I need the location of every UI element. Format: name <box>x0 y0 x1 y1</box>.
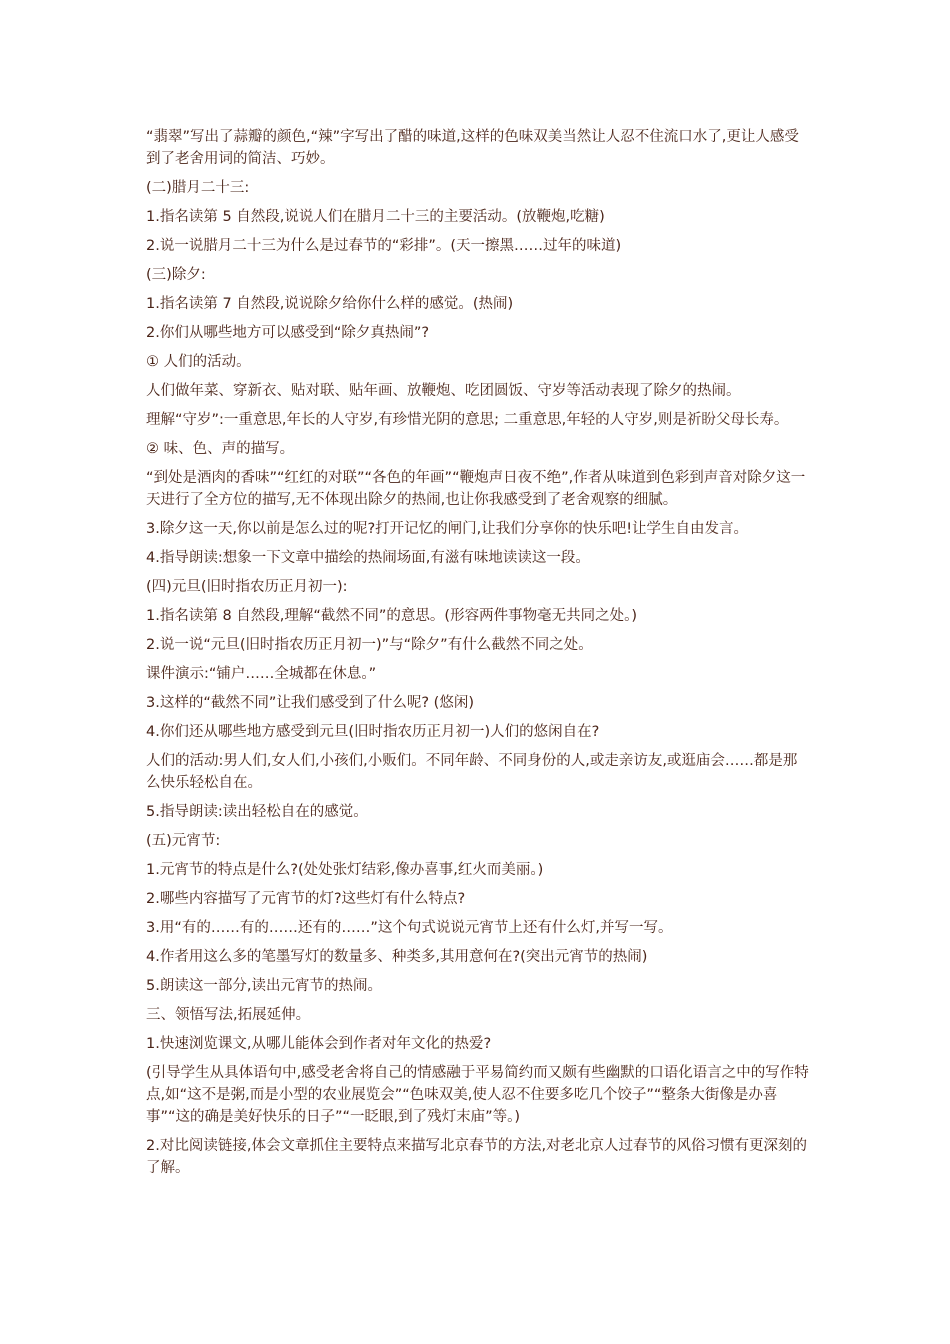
paragraph: 人们的活动:男人们,女人们,小孩们,小贩们。不同年龄、不同身份的人,或走亲访友,或逛庙会……都是那么快乐轻松自在。 <box>146 753 798 791</box>
paragraph: 1.指名读第 7 自然段,说说除夕给你什么样的感觉。(热闹) <box>146 296 514 312</box>
section-heading: (五)元宵节: <box>146 833 221 849</box>
paragraph: 2.说一说腊月二十三为什么是过春节的“彩排”。(天一擦黑……过年的味道) <box>146 238 622 254</box>
paragraph: 2.说一说“元旦(旧时指农历正月初一)”与“除夕”有什么截然不同之处。 <box>146 637 593 653</box>
paragraph: 4.指导朗读:想象一下文章中描绘的热闹场面,有滋有味地读读这一段。 <box>146 550 590 566</box>
paragraph: ① 人们的活动。 <box>146 354 251 370</box>
paragraph: 3.用“有的……有的……还有的……”这个句式说说元宵节上还有什么灯,并写一写。 <box>146 920 673 936</box>
paragraph: 5.指导朗读:读出轻松自在的感觉。 <box>146 804 368 820</box>
section-heading: (三)除夕: <box>146 267 206 283</box>
section-heading: 三、领悟写法,拓展延伸。 <box>146 1007 311 1023</box>
paragraph: 1.元宵节的特点是什么?(处处张灯结彩,像办喜事,红火而美丽。) <box>146 862 544 878</box>
paragraph: 2.你们从哪些地方可以感受到“除夕真热闹”? <box>146 325 430 341</box>
paragraph: “到处是酒肉的香味”“红红的对联”“各色的年画”“鞭炮声日夜不绝”,作者从味道到色彩到声音对除夕这一天进行了全方位的描写,无不体现出除夕的热闹,也让你我感受到了老舍观察的细腻。 <box>146 470 806 508</box>
section-heading: (二)腊月二十三: <box>146 180 250 196</box>
paragraph: 理解“守岁”:一重意思,年长的人守岁,有珍惜光阴的意思; 二重意思,年轻的人守岁,则是祈盼父母长寿。 <box>146 412 789 428</box>
paragraph: 2.对比阅读链接,体会文章抓住主要特点来描写北京春节的方法,对老北京人过春节的风俗习惯有更深刻的了解。 <box>146 1138 808 1176</box>
paragraph: 3.除夕这一天,你以前是怎么过的呢?打开记忆的闸门,让我们分享你的快乐吧!让学生自由发言。 <box>146 521 749 537</box>
paragraph: 1.指名读第 8 自然段,理解“截然不同”的意思。(形容两件事物毫无共同之处。) <box>146 608 637 624</box>
paragraph: 课件演示:“铺户……全城都在休息。” <box>146 666 377 682</box>
paragraph: (引导学生从具体语句中,感受老舍将自己的情感融于平易简约而又颇有些幽默的口语化语言之中的写作特点,如“这不是粥,而是小型的农业展览会”“色味双美,使人忍不住要多吃几个饺子”“整条大街像是办喜事”“这的确是美好快乐的日子”“一眨眼,到了残灯末庙”等。) <box>146 1065 809 1125</box>
paragraph: 3.这样的“截然不同”让我们感受到了什么呢? (悠闲) <box>146 695 474 711</box>
paragraph: 5.朗读这一部分,读出元宵节的热闹。 <box>146 978 382 994</box>
paragraph: 1.快速浏览课文,从哪儿能体会到作者对年文化的热爱? <box>146 1036 492 1052</box>
paragraph: “翡翠”写出了蒜瓣的颜色,“辣”字写出了醋的味道,这样的色味双美当然让人忍不住流口水了,更让人感受到了老舍用词的简洁、巧妙。 <box>146 129 799 167</box>
document-body <box>146 126 810 1186</box>
paragraph: 2.哪些内容描写了元宵节的灯?这些灯有什么特点? <box>146 891 466 907</box>
section-heading: (四)元旦(旧时指农历正月初一): <box>146 579 348 595</box>
paragraph: 1.指名读第 5 自然段,说说人们在腊月二十三的主要活动。(放鞭炮,吃糖) <box>146 209 605 225</box>
paragraph: 4.作者用这么多的笔墨写灯的数量多、种类多,其用意何在?(突出元宵节的热闹) <box>146 949 648 965</box>
paragraph: ② 味、色、声的描写。 <box>146 441 295 457</box>
paragraph: 人们做年菜、穿新衣、贴对联、贴年画、放鞭炮、吃团圆饭、守岁等活动表现了除夕的热闹。 <box>146 383 741 399</box>
paragraph: 4.你们还从哪些地方感受到元旦(旧时指农历正月初一)人们的悠闲自在? <box>146 724 600 740</box>
